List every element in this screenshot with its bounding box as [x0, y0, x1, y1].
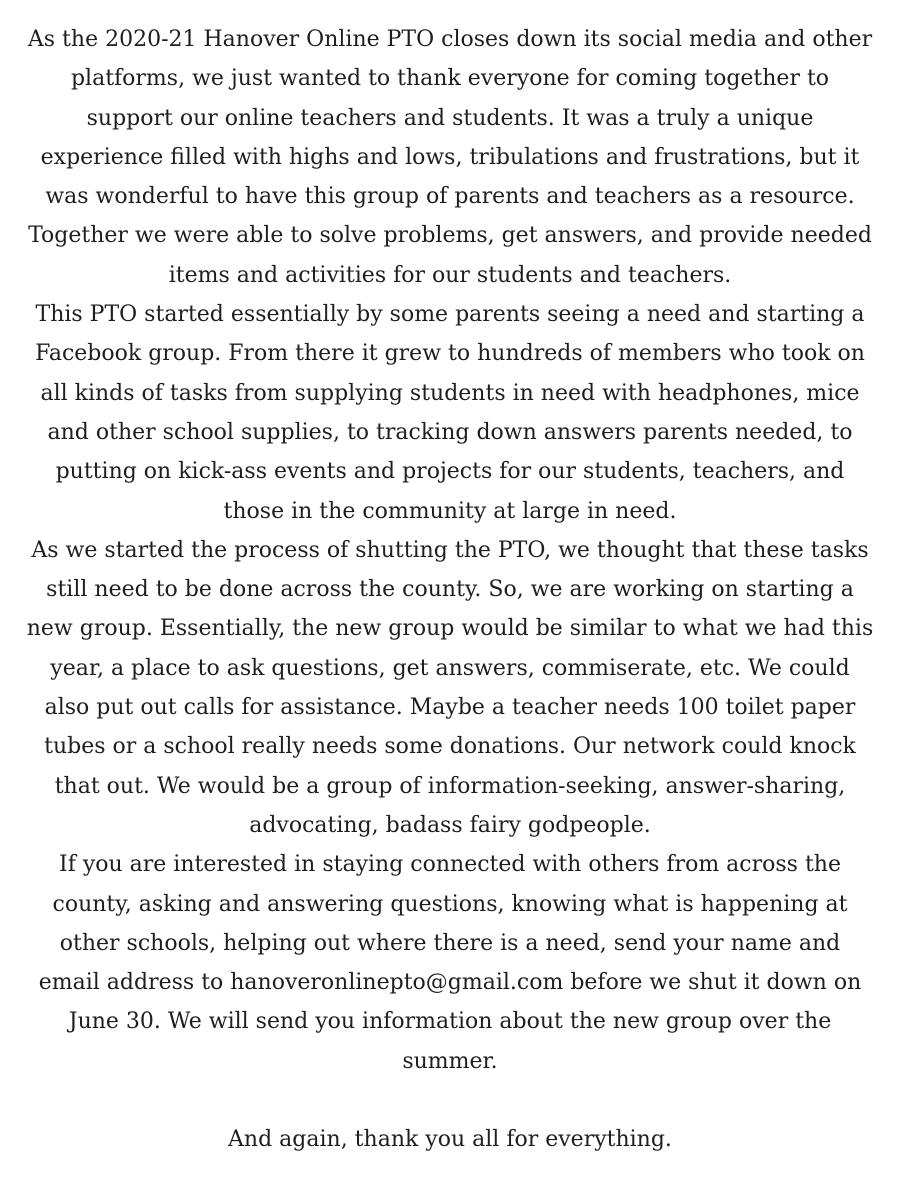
paragraph-signup: If you are interested in staying connected with others from across the county, asking and answering questions, knowing what is happening at other schools, helping out where there is a need, send your name and email address to hanoveronlinepto@gmail.com before we shut it down on June 30. We will send you information about the new group over the summer.: [38, 852, 862, 1074]
paragraph-pto-history: This PTO started essentially by some parents seeing a need and starting a Facebook group. From there it grew to hundreds of members who took on all kinds of tasks from supplying students in need with headphones, mice and other school supplies, to tracking down answers parents needed, to putting on kick-ass events and projects for our students, teachers, and those in the community at large in need.: [35, 302, 865, 524]
closing-line: And again, thank you all for everything.: [228, 1127, 672, 1153]
paragraph-thank-you: As the 2020-21 Hanover Online PTO closes down its social media and other platforms, we just wanted to thank everyone for coming together to support our online teachers and students. It was a truly a unique experience filled with highs and lows, tribulations and frustrations, but it was wonderful to have this group of parents and teachers as a resource. Together we were able to solve problems, get answers, and provide needed items and activities for our students and teachers.: [27, 27, 873, 288]
paragraph-new-group: As we started the process of shutting the PTO, we thought that these tasks still need to be done across the county. So, we are working on starting a new group. Essentially, the new group would be similar to what we had this year, a place to ask questions, get answers, commiserate, etc. We could also put out calls for assistance. Maybe a teacher needs 100 toilet paper tubes or a school really needs some donations. Our network could knock that out. We would be a group of information-seeking, answer-sharing, advocating, badass fairy godpeople.: [26, 537, 874, 838]
letter-body: [0, 20, 900, 1160]
